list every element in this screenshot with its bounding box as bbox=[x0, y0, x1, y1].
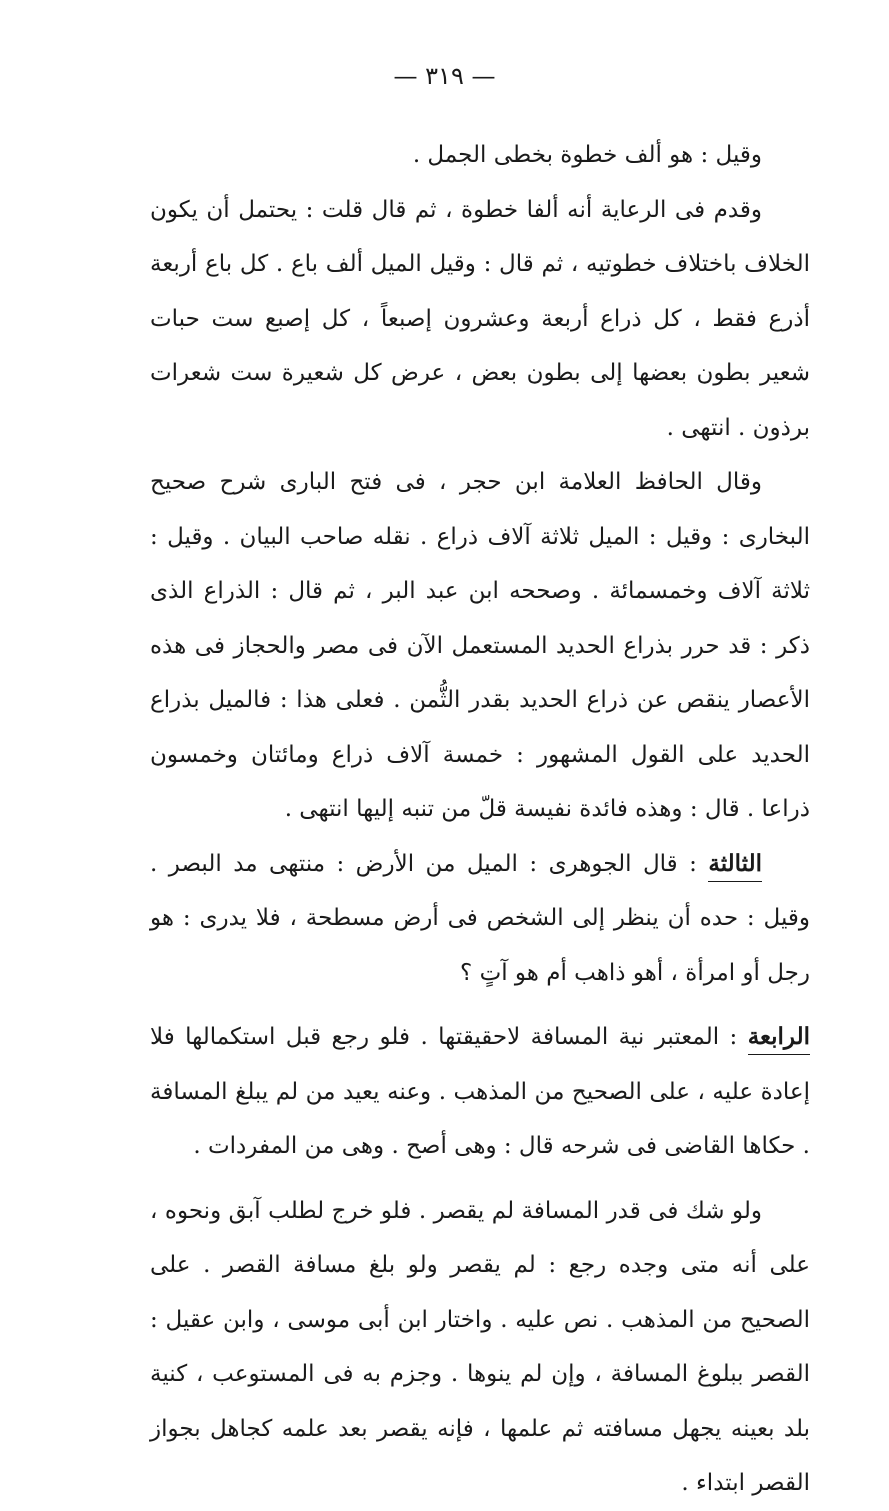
paragraph-6: ولو شك فى قدر المسافة لم يقصر . فلو خرج لطلب آبق ونحوه ، على أنه متى وجده رجع : لم يقصر ولو بلغ مسافة القصر . على الصحيح من المذهب . نص عليه . واختار ابن أبى موسى ، وابن عقيل : القصر ببلوغ المسافة ، وإن لم ينوها . وجزم به فى المستوعب ، كنية بلد بعينه يجهل مسافته ثم علمها ، فإنه يقصر بعد علمه كجاهل بجواز القصر ابتداء . bbox=[150, 1197, 810, 1496]
section-label-fourth: الرابعة bbox=[748, 1023, 810, 1055]
body-text bbox=[150, 128, 810, 1511]
paragraph-5-text: : المعتبر نية المسافة لاحقيقتها . فلو رجع قبل استكمالها فلا إعادة عليه ، على الصحيح من المذهب . وعنه يعيد من لم يبلغ المسافة . حكاها القاضى فى شرحه قال : وهى أصح . وهى من المفردات . bbox=[150, 1024, 810, 1159]
paragraph-4 bbox=[150, 837, 810, 1001]
paragraph-4-text: : قال الجوهرى : الميل من الأرض : منتهى مد البصر . وقيل : حده أن ينظر إلى الشخص فى أرض مسطحة ، فلا يدرى : هو رجل أو امرأة ، أهو ذاهب أم هو آتٍ ؟ bbox=[150, 850, 810, 986]
paragraph-5 bbox=[150, 1010, 810, 1174]
section-label-third: الثالثة bbox=[708, 850, 762, 882]
paragraph-1: وقيل : هو ألف خطوة بخطى الجمل . bbox=[412, 142, 762, 168]
paragraph-3: وقال الحافظ العلامة ابن حجر ، فى فتح البارى شرح صحيح البخارى : وقيل : الميل ثلاثة آلاف ذراع . نقله صاحب البيان . وقيل : ثلاثة آلاف وخمسمائة . وصححه ابن عبد البر ، ثم قال : الذراع الذى ذكر : قد حرر بذراع الحديد المستعمل الآن فى مصر والحجاز فى هذه الأعصار ينقص عن ذراع الحديد بقدر الثُّمن . فعلى هذا : فالميل بذراع الحديد على القول المشهور : خمسة آلاف ذراع ومائتان وخمسون ذراعا . قال : وهذه فائدة نفيسة قلّ من تنبه إليها انتهى . bbox=[150, 469, 810, 822]
paragraph-2: وقدم فى الرعاية أنه ألفا خطوة ، ثم قال قلت : يحتمل أن يكون الخلاف باختلاف خطوتيه ، ثم قال : وقيل الميل ألف باع . كل باع أربعة أذرع فقط ، كل ذراع أربعة وعشرون إصبعاً ، كل إصبع ست حبات شعير بطون بعضها إلى بطون بعض ، عرض كل شعيرة ست شعرات برذون . انتهى . bbox=[150, 196, 810, 441]
page-number: — ٣١٩ — bbox=[393, 62, 496, 90]
